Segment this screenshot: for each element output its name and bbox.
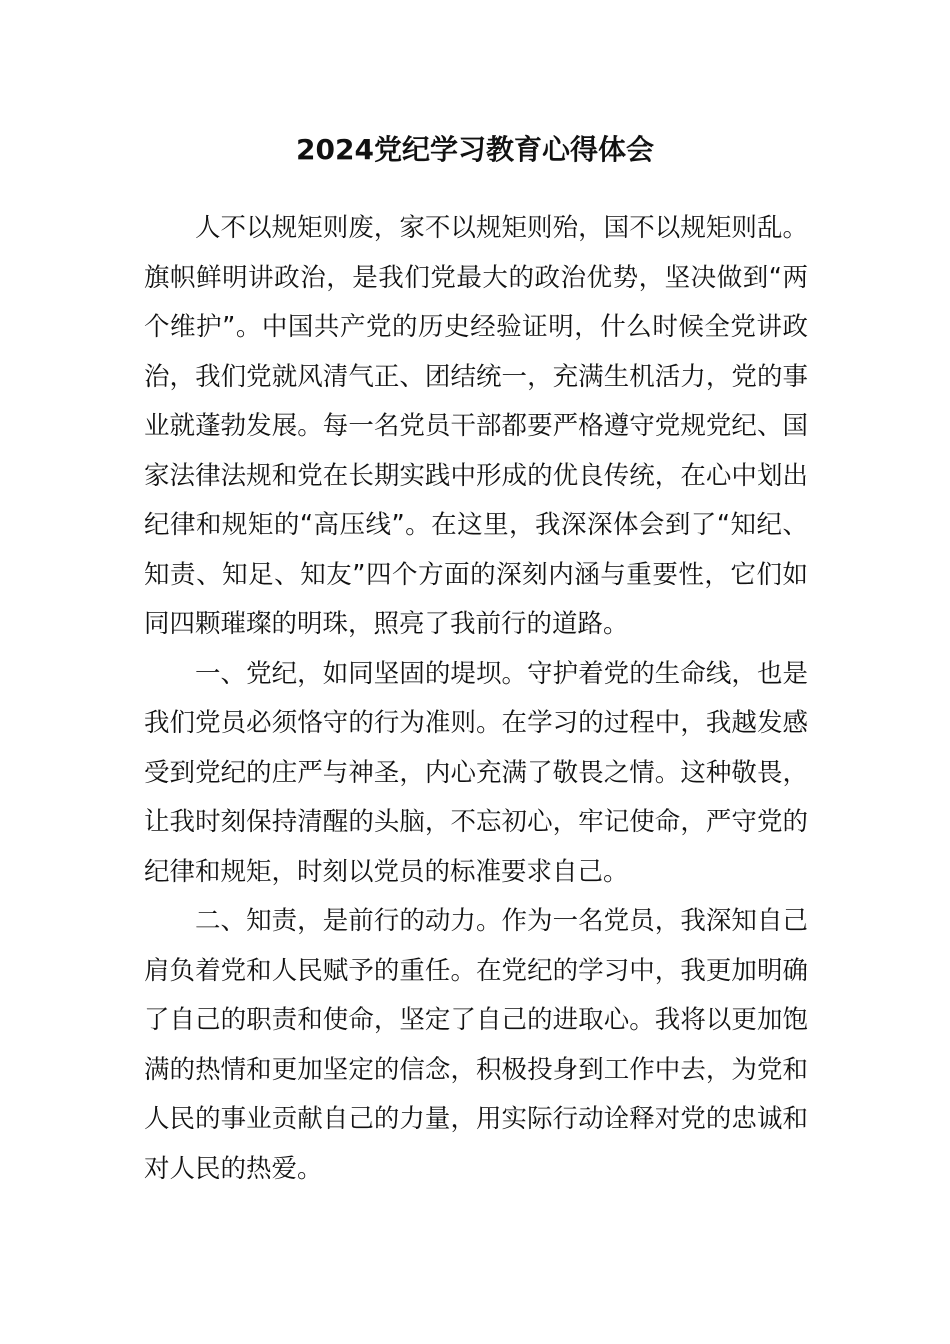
document-title: 2024党纪学习教育心得体会 (296, 133, 654, 166)
document-body (144, 204, 808, 1194)
paragraph-responsibility: 二、知责，是前行的动力。作为一名党员，我深知自己肩负着党和人民赋予的重任。在党纪的学习中，我更加明确了自己的职责和使命，坚定了自己的进取心。我将以更加饱满的热情和更加坚定的信念，积极投身到工作中去，为党和人民的事业贡献自己的力量，用实际行动诠释对党的忠诚和对人民的热爱。 (144, 906, 808, 1184)
paragraph-party-discipline: 一、党纪，如同坚固的堤坝。守护着党的生命线，也是我们党员必须恪守的行为准则。在学习的过程中，我越发感受到党纪的庄严与神圣，内心充满了敬畏之情。这种敬畏，让我时刻保持清醒的头脑，不忘初心，牢记使命，严守党的纪律和规矩，时刻以党员的标准要求自己。 (144, 658, 808, 887)
paragraph-intro: 人不以规矩则废，家不以规矩则殆，国不以规矩则乱。旗帜鲜明讲政治，是我们党最大的政治优势，坚决做到“两个维护”。中国共产党的历史经验证明，什么时候全党讲政治，我们党就风清气正、团结统一，充满生机活力，党的事业就蓬勃发展。每一名党员干部都要严格遵守党规党纪、国家法律法规和党在长期实践中形成的优良传统，在心中划出纪律和规矩的“高压线”。在这里，我深深体会到了“知纪、知责、知足、知友”四个方面的深刻内涵与重要性，它们如同四颗璀璨的明珠，照亮了我前行的道路。 (144, 213, 808, 639)
